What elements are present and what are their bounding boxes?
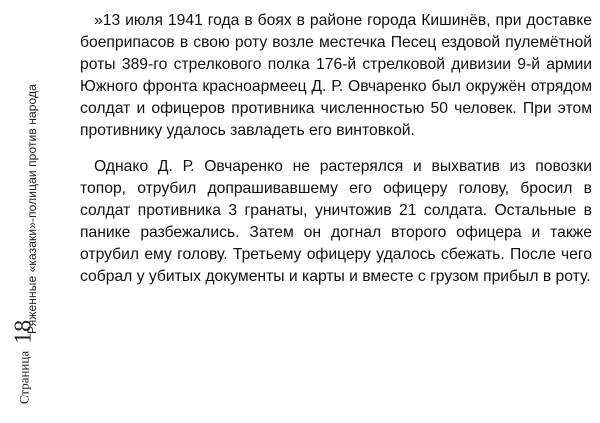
running-header-text: Ряженные «казаки»-полицаи против народа (25, 84, 39, 334)
body-text (80, 10, 592, 288)
paragraph-1: »13 июля 1941 года в боях в районе города Кишинёв, при доставке боеприпасов в свою роту возле местечка Песец ездовой пулемётной роты 389-го стрелкового полка 176-й стрелковой дивизии 9-й армии Южного фронта красноармеец Д. Р. Овчаренко был окружён отрядом солдат и офицеров противника численностью 50 человек. При этом противнику удалось завладеть его винтовкой. (80, 12, 592, 139)
page-label: Страница (16, 350, 32, 405)
page-number: 18 (10, 319, 37, 344)
page-indicator-text (11, 320, 38, 404)
paragraph-2: Однако Д. Р. Овчаренко не растерялся и выхватив из повозки топор, отрубил допрашивавшему его офицеру голову, бросил в солдат противника 3 гранаты, уничтожив 21 солдата. Остальные в панике разбежались. Затем он догнал второго офицера и также отрубил ему голову. Третьему офицеру удалось сбежать. После чего собрал у убитых документы и карты и вместе с грузом прибыл в роту. (80, 158, 592, 285)
side-margin (2, 0, 42, 423)
